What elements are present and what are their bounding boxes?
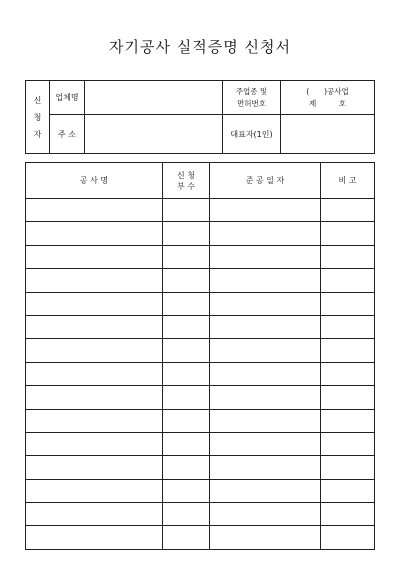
table-row bbox=[26, 269, 375, 292]
copies-cell[interactable] bbox=[163, 479, 210, 502]
remarks-cell[interactable] bbox=[321, 479, 375, 502]
copies-cell[interactable] bbox=[163, 315, 210, 338]
completion-date-cell[interactable] bbox=[210, 432, 321, 455]
table-row bbox=[26, 479, 375, 502]
completion-date-cell[interactable] bbox=[210, 479, 321, 502]
table-row bbox=[26, 292, 375, 315]
table-row bbox=[26, 503, 375, 526]
representative-field[interactable] bbox=[281, 115, 375, 154]
header-project-name: 공 사 명 bbox=[26, 163, 163, 199]
project-name-cell[interactable] bbox=[26, 479, 163, 502]
remarks-cell[interactable] bbox=[321, 245, 375, 268]
copies-cell[interactable] bbox=[163, 269, 210, 292]
representative-label: 대표자(1인) bbox=[223, 115, 281, 154]
address-field[interactable] bbox=[85, 115, 223, 154]
table-row bbox=[26, 409, 375, 432]
project-name-cell[interactable] bbox=[26, 292, 163, 315]
completion-date-cell[interactable] bbox=[210, 292, 321, 315]
remarks-cell[interactable] bbox=[321, 222, 375, 245]
completion-date-cell[interactable] bbox=[210, 386, 321, 409]
table-row bbox=[26, 315, 375, 338]
copies-cell[interactable] bbox=[163, 526, 210, 549]
side-label-char: 자 bbox=[33, 129, 42, 139]
remarks-cell[interactable] bbox=[321, 199, 375, 222]
remarks-cell[interactable] bbox=[321, 362, 375, 385]
remarks-cell[interactable] bbox=[321, 409, 375, 432]
project-name-cell[interactable] bbox=[26, 315, 163, 338]
side-label-char: 청 bbox=[33, 112, 42, 122]
completion-date-cell[interactable] bbox=[210, 315, 321, 338]
completion-date-cell[interactable] bbox=[210, 339, 321, 362]
completion-date-cell[interactable] bbox=[210, 222, 321, 245]
company-name-label: 업체명 bbox=[50, 81, 85, 115]
completion-date-cell[interactable] bbox=[210, 245, 321, 268]
applicant-table bbox=[25, 80, 375, 154]
table-row bbox=[26, 386, 375, 409]
project-name-cell[interactable] bbox=[26, 199, 163, 222]
license-field[interactable] bbox=[281, 81, 375, 115]
document-title: 자기공사 실적증명 신청서 bbox=[109, 38, 291, 56]
table-row bbox=[26, 245, 375, 268]
remarks-cell[interactable] bbox=[321, 339, 375, 362]
remarks-cell[interactable] bbox=[321, 292, 375, 315]
project-name-cell[interactable] bbox=[26, 503, 163, 526]
license-line2: 제 호 bbox=[309, 98, 346, 108]
remarks-cell[interactable] bbox=[321, 456, 375, 479]
remarks-cell[interactable] bbox=[321, 315, 375, 338]
project-name-cell[interactable] bbox=[26, 339, 163, 362]
project-name-cell[interactable] bbox=[26, 432, 163, 455]
project-name-cell[interactable] bbox=[26, 222, 163, 245]
table-row bbox=[26, 456, 375, 479]
copies-cell[interactable] bbox=[163, 503, 210, 526]
table-row bbox=[26, 199, 375, 222]
completion-date-cell[interactable] bbox=[210, 409, 321, 432]
completion-date-cell[interactable] bbox=[210, 456, 321, 479]
company-name-field[interactable] bbox=[85, 81, 223, 115]
table-row bbox=[26, 526, 375, 549]
copies-cell[interactable] bbox=[163, 409, 210, 432]
project-name-cell[interactable] bbox=[26, 386, 163, 409]
records-header-row bbox=[26, 163, 375, 199]
copies-cell[interactable] bbox=[163, 292, 210, 315]
remarks-cell[interactable] bbox=[321, 386, 375, 409]
side-label-char: 신 bbox=[33, 95, 42, 105]
table-row bbox=[26, 339, 375, 362]
remarks-cell[interactable] bbox=[321, 269, 375, 292]
remarks-cell[interactable] bbox=[321, 432, 375, 455]
table-row bbox=[26, 432, 375, 455]
project-name-cell[interactable] bbox=[26, 362, 163, 385]
project-name-cell[interactable] bbox=[26, 245, 163, 268]
header-copies bbox=[163, 163, 210, 199]
registration-label-line1: 주업종 및 bbox=[235, 86, 268, 96]
project-name-cell[interactable] bbox=[26, 409, 163, 432]
completion-date-cell[interactable] bbox=[210, 199, 321, 222]
records-body bbox=[26, 199, 375, 550]
table-row bbox=[26, 362, 375, 385]
records-table bbox=[25, 162, 375, 550]
registration-label bbox=[223, 81, 281, 115]
header-remarks: 비 고 bbox=[321, 163, 375, 199]
project-name-cell[interactable] bbox=[26, 456, 163, 479]
copies-cell[interactable] bbox=[163, 456, 210, 479]
copies-cell[interactable] bbox=[163, 222, 210, 245]
registration-label-line2: 면허번호 bbox=[237, 98, 266, 108]
header-copies-line1: 신 청 bbox=[177, 170, 195, 180]
applicant-side-label bbox=[26, 81, 50, 154]
license-line1: ( )공사업 bbox=[306, 86, 349, 96]
copies-cell[interactable] bbox=[163, 339, 210, 362]
completion-date-cell[interactable] bbox=[210, 526, 321, 549]
remarks-cell[interactable] bbox=[321, 526, 375, 549]
copies-cell[interactable] bbox=[163, 386, 210, 409]
header-completion-date: 준 공 일 자 bbox=[210, 163, 321, 199]
project-name-cell[interactable] bbox=[26, 269, 163, 292]
copies-cell[interactable] bbox=[163, 432, 210, 455]
copies-cell[interactable] bbox=[163, 199, 210, 222]
completion-date-cell[interactable] bbox=[210, 503, 321, 526]
address-label: 주 소 bbox=[50, 115, 85, 154]
header-copies-line2: 부 수 bbox=[177, 181, 195, 191]
completion-date-cell[interactable] bbox=[210, 362, 321, 385]
remarks-cell[interactable] bbox=[321, 503, 375, 526]
completion-date-cell[interactable] bbox=[210, 269, 321, 292]
table-row bbox=[26, 222, 375, 245]
copies-cell[interactable] bbox=[163, 245, 210, 268]
project-name-cell[interactable] bbox=[26, 526, 163, 549]
copies-cell[interactable] bbox=[163, 362, 210, 385]
